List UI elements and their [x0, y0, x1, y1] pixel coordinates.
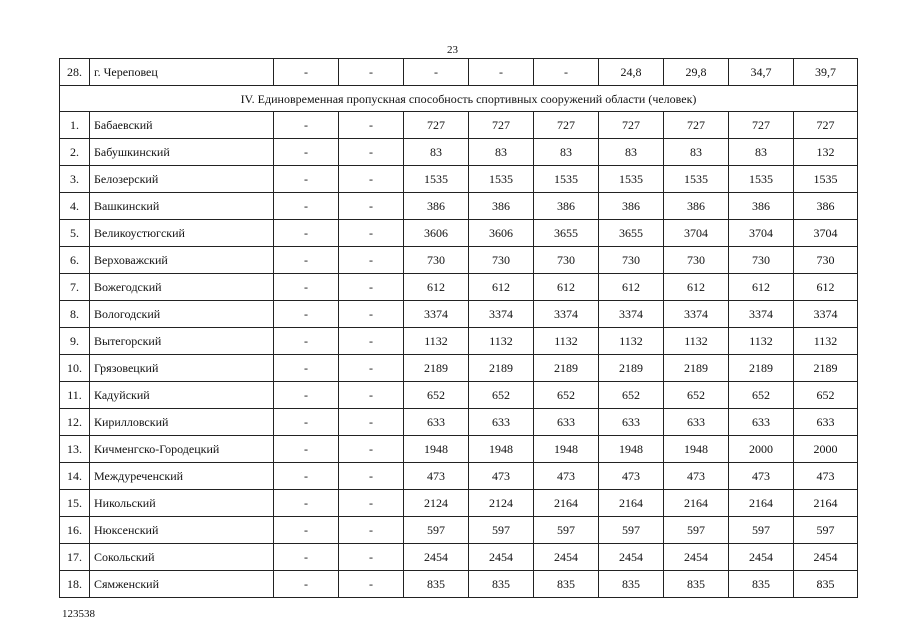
value-cell: 2164 [599, 490, 664, 517]
value-cell: - [339, 382, 404, 409]
district-name: Междуреченский [90, 463, 274, 490]
value-cell: 1132 [729, 328, 794, 355]
district-name: Сокольский [90, 544, 274, 571]
value-cell: 835 [794, 571, 858, 598]
value-cell: 3374 [729, 301, 794, 328]
value-cell: 1948 [469, 436, 534, 463]
table-body [60, 59, 858, 598]
value-cell: - [274, 301, 339, 328]
value-cell: 727 [404, 112, 469, 139]
value-cell: - [274, 382, 339, 409]
value-cell: 1132 [664, 328, 729, 355]
value-cell: - [339, 193, 404, 220]
value-cell: 730 [404, 247, 469, 274]
value-cell: 597 [599, 517, 664, 544]
district-name: Сямженский [90, 571, 274, 598]
table-row [60, 517, 858, 544]
value-cell: 633 [469, 409, 534, 436]
value-cell: 1535 [404, 166, 469, 193]
value-cell: - [339, 247, 404, 274]
value-cell: 652 [794, 382, 858, 409]
value-cell: 597 [404, 517, 469, 544]
document-code: 123538 [62, 608, 95, 620]
value-cell: 2189 [599, 355, 664, 382]
district-name: Бабаевский [90, 112, 274, 139]
value-cell: 835 [664, 571, 729, 598]
table-row [60, 220, 858, 247]
value-cell: 727 [794, 112, 858, 139]
table-row [60, 436, 858, 463]
value-cell: 473 [469, 463, 534, 490]
value-cell: 1535 [729, 166, 794, 193]
district-name: Кичменгско-Городецкий [90, 436, 274, 463]
value-cell: 730 [469, 247, 534, 274]
row-number: 8. [60, 301, 90, 328]
statistics-table [59, 58, 858, 598]
value-cell: 633 [664, 409, 729, 436]
value-cell: 2000 [794, 436, 858, 463]
value-cell: 2164 [729, 490, 794, 517]
value-cell: - [339, 166, 404, 193]
value-cell: 386 [469, 193, 534, 220]
district-name: Великоустюгский [90, 220, 274, 247]
value-cell: - [339, 517, 404, 544]
value-cell: 2124 [469, 490, 534, 517]
value-cell: 1132 [534, 328, 599, 355]
value-cell: 1132 [404, 328, 469, 355]
value-cell: 24,8 [599, 59, 664, 86]
row-number: 3. [60, 166, 90, 193]
value-cell: 3606 [404, 220, 469, 247]
value-cell: - [274, 59, 339, 86]
district-name: Верховажский [90, 247, 274, 274]
value-cell: - [274, 463, 339, 490]
value-cell: 652 [469, 382, 534, 409]
table-row [60, 571, 858, 598]
value-cell: 2124 [404, 490, 469, 517]
value-cell: - [339, 436, 404, 463]
value-cell: - [274, 517, 339, 544]
district-name: Никольский [90, 490, 274, 517]
table-row [60, 463, 858, 490]
value-cell: - [339, 59, 404, 86]
value-cell: - [274, 544, 339, 571]
value-cell: 612 [469, 274, 534, 301]
row-number: 14. [60, 463, 90, 490]
value-cell: - [404, 59, 469, 86]
value-cell: 386 [599, 193, 664, 220]
value-cell: 612 [794, 274, 858, 301]
value-cell: - [339, 355, 404, 382]
value-cell: 597 [664, 517, 729, 544]
value-cell: 1132 [469, 328, 534, 355]
row-number: 4. [60, 193, 90, 220]
value-cell: 597 [794, 517, 858, 544]
value-cell: 3655 [534, 220, 599, 247]
table-row [60, 382, 858, 409]
row-number: 16. [60, 517, 90, 544]
value-cell: 1132 [599, 328, 664, 355]
value-cell: 633 [729, 409, 794, 436]
value-cell: 633 [534, 409, 599, 436]
value-cell: 2164 [664, 490, 729, 517]
page-number: 23 [447, 44, 458, 56]
value-cell: - [274, 274, 339, 301]
value-cell: 633 [599, 409, 664, 436]
value-cell: - [534, 59, 599, 86]
value-cell: 727 [729, 112, 794, 139]
value-cell: 386 [729, 193, 794, 220]
table-row [60, 139, 858, 166]
value-cell: 730 [534, 247, 599, 274]
value-cell: 34,7 [729, 59, 794, 86]
table-row [60, 328, 858, 355]
value-cell: 473 [534, 463, 599, 490]
value-cell: 1535 [534, 166, 599, 193]
value-cell: 1948 [404, 436, 469, 463]
value-cell: 2189 [729, 355, 794, 382]
row-number: 17. [60, 544, 90, 571]
value-cell: 2454 [794, 544, 858, 571]
value-cell: 3374 [794, 301, 858, 328]
value-cell: 3606 [469, 220, 534, 247]
value-cell: - [339, 571, 404, 598]
table-row [60, 112, 858, 139]
value-cell: 2454 [664, 544, 729, 571]
district-name: Вожегодский [90, 274, 274, 301]
value-cell: 3704 [664, 220, 729, 247]
value-cell: 597 [469, 517, 534, 544]
value-cell: 612 [664, 274, 729, 301]
value-cell: 730 [794, 247, 858, 274]
value-cell: 386 [534, 193, 599, 220]
value-cell: 3374 [404, 301, 469, 328]
district-name: Кадуйский [90, 382, 274, 409]
value-cell: 612 [599, 274, 664, 301]
value-cell: - [274, 166, 339, 193]
table-row [60, 301, 858, 328]
value-cell: 2454 [599, 544, 664, 571]
value-cell: 727 [599, 112, 664, 139]
value-cell: 386 [794, 193, 858, 220]
row-number: 28. [60, 59, 90, 86]
value-cell: - [274, 409, 339, 436]
value-cell: 29,8 [664, 59, 729, 86]
table-row [60, 355, 858, 382]
value-cell: 473 [729, 463, 794, 490]
value-cell: 2454 [729, 544, 794, 571]
value-cell: 473 [404, 463, 469, 490]
value-cell: 3704 [729, 220, 794, 247]
value-cell: 730 [599, 247, 664, 274]
row-number: 18. [60, 571, 90, 598]
value-cell: 83 [664, 139, 729, 166]
value-cell: 473 [794, 463, 858, 490]
row-number: 1. [60, 112, 90, 139]
district-name: Белозерский [90, 166, 274, 193]
value-cell: - [274, 139, 339, 166]
district-name: Бабушкинский [90, 139, 274, 166]
value-cell: - [339, 544, 404, 571]
value-cell: 835 [729, 571, 794, 598]
value-cell: 1132 [794, 328, 858, 355]
value-cell: 612 [534, 274, 599, 301]
value-cell: - [339, 274, 404, 301]
value-cell: 727 [534, 112, 599, 139]
value-cell: 473 [599, 463, 664, 490]
value-cell: - [274, 571, 339, 598]
value-cell: - [274, 220, 339, 247]
value-cell: - [339, 409, 404, 436]
value-cell: 652 [534, 382, 599, 409]
value-cell: 473 [664, 463, 729, 490]
value-cell: 83 [534, 139, 599, 166]
table-row [60, 59, 858, 86]
value-cell: - [274, 355, 339, 382]
value-cell: 835 [404, 571, 469, 598]
district-name: г. Череповец [90, 59, 274, 86]
value-cell: 2189 [664, 355, 729, 382]
value-cell: 633 [404, 409, 469, 436]
value-cell: 2454 [469, 544, 534, 571]
value-cell: 633 [794, 409, 858, 436]
value-cell: 2454 [404, 544, 469, 571]
value-cell: 2454 [534, 544, 599, 571]
value-cell: 652 [404, 382, 469, 409]
value-cell: 652 [664, 382, 729, 409]
table-row [60, 247, 858, 274]
table-row [60, 193, 858, 220]
value-cell: 597 [729, 517, 794, 544]
table-row [60, 274, 858, 301]
value-cell: 3704 [794, 220, 858, 247]
row-number: 6. [60, 247, 90, 274]
value-cell: 1535 [469, 166, 534, 193]
value-cell: 83 [729, 139, 794, 166]
value-cell: 1535 [794, 166, 858, 193]
table-row [60, 409, 858, 436]
district-name: Вытегорский [90, 328, 274, 355]
row-number: 11. [60, 382, 90, 409]
value-cell: 3374 [469, 301, 534, 328]
value-cell: - [469, 59, 534, 86]
value-cell: 1535 [664, 166, 729, 193]
table-row [60, 490, 858, 517]
value-cell: - [339, 490, 404, 517]
value-cell: 3374 [664, 301, 729, 328]
value-cell: - [274, 193, 339, 220]
value-cell: 2164 [794, 490, 858, 517]
table-row [60, 166, 858, 193]
value-cell: 1535 [599, 166, 664, 193]
value-cell: 2164 [534, 490, 599, 517]
value-cell: 727 [664, 112, 729, 139]
value-cell: - [274, 490, 339, 517]
value-cell: 3374 [599, 301, 664, 328]
section-header-row [60, 86, 858, 112]
value-cell: 597 [534, 517, 599, 544]
value-cell: 727 [469, 112, 534, 139]
value-cell: 730 [664, 247, 729, 274]
value-cell: 2189 [794, 355, 858, 382]
value-cell: 730 [729, 247, 794, 274]
value-cell: - [339, 139, 404, 166]
district-name: Вологодский [90, 301, 274, 328]
value-cell: 386 [664, 193, 729, 220]
value-cell: - [274, 112, 339, 139]
table-row [60, 544, 858, 571]
value-cell: 2189 [534, 355, 599, 382]
district-name: Грязовецкий [90, 355, 274, 382]
value-cell: 835 [469, 571, 534, 598]
value-cell: - [339, 112, 404, 139]
value-cell: 1948 [599, 436, 664, 463]
value-cell: 3655 [599, 220, 664, 247]
value-cell: - [274, 436, 339, 463]
value-cell: - [339, 301, 404, 328]
value-cell: 83 [599, 139, 664, 166]
value-cell: - [339, 463, 404, 490]
value-cell: 83 [404, 139, 469, 166]
row-number: 10. [60, 355, 90, 382]
value-cell: 2189 [469, 355, 534, 382]
value-cell: 3374 [534, 301, 599, 328]
value-cell: 652 [599, 382, 664, 409]
value-cell: 835 [534, 571, 599, 598]
value-cell: 132 [794, 139, 858, 166]
district-name: Нюксенский [90, 517, 274, 544]
value-cell: - [274, 247, 339, 274]
row-number: 9. [60, 328, 90, 355]
value-cell: - [339, 220, 404, 247]
district-name: Вашкинский [90, 193, 274, 220]
value-cell: 83 [469, 139, 534, 166]
row-number: 13. [60, 436, 90, 463]
value-cell: 835 [599, 571, 664, 598]
row-number: 5. [60, 220, 90, 247]
value-cell: 612 [729, 274, 794, 301]
row-number: 2. [60, 139, 90, 166]
value-cell: 2000 [729, 436, 794, 463]
section-title: IV. Единовременная пропускная способность спортивных сооружений области (человек) [60, 86, 858, 112]
value-cell: - [274, 328, 339, 355]
value-cell: 2189 [404, 355, 469, 382]
row-number: 7. [60, 274, 90, 301]
value-cell: 1948 [664, 436, 729, 463]
value-cell: 652 [729, 382, 794, 409]
row-number: 15. [60, 490, 90, 517]
district-name: Кирилловский [90, 409, 274, 436]
value-cell: - [339, 328, 404, 355]
value-cell: 39,7 [794, 59, 858, 86]
value-cell: 386 [404, 193, 469, 220]
row-number: 12. [60, 409, 90, 436]
value-cell: 1948 [534, 436, 599, 463]
value-cell: 612 [404, 274, 469, 301]
